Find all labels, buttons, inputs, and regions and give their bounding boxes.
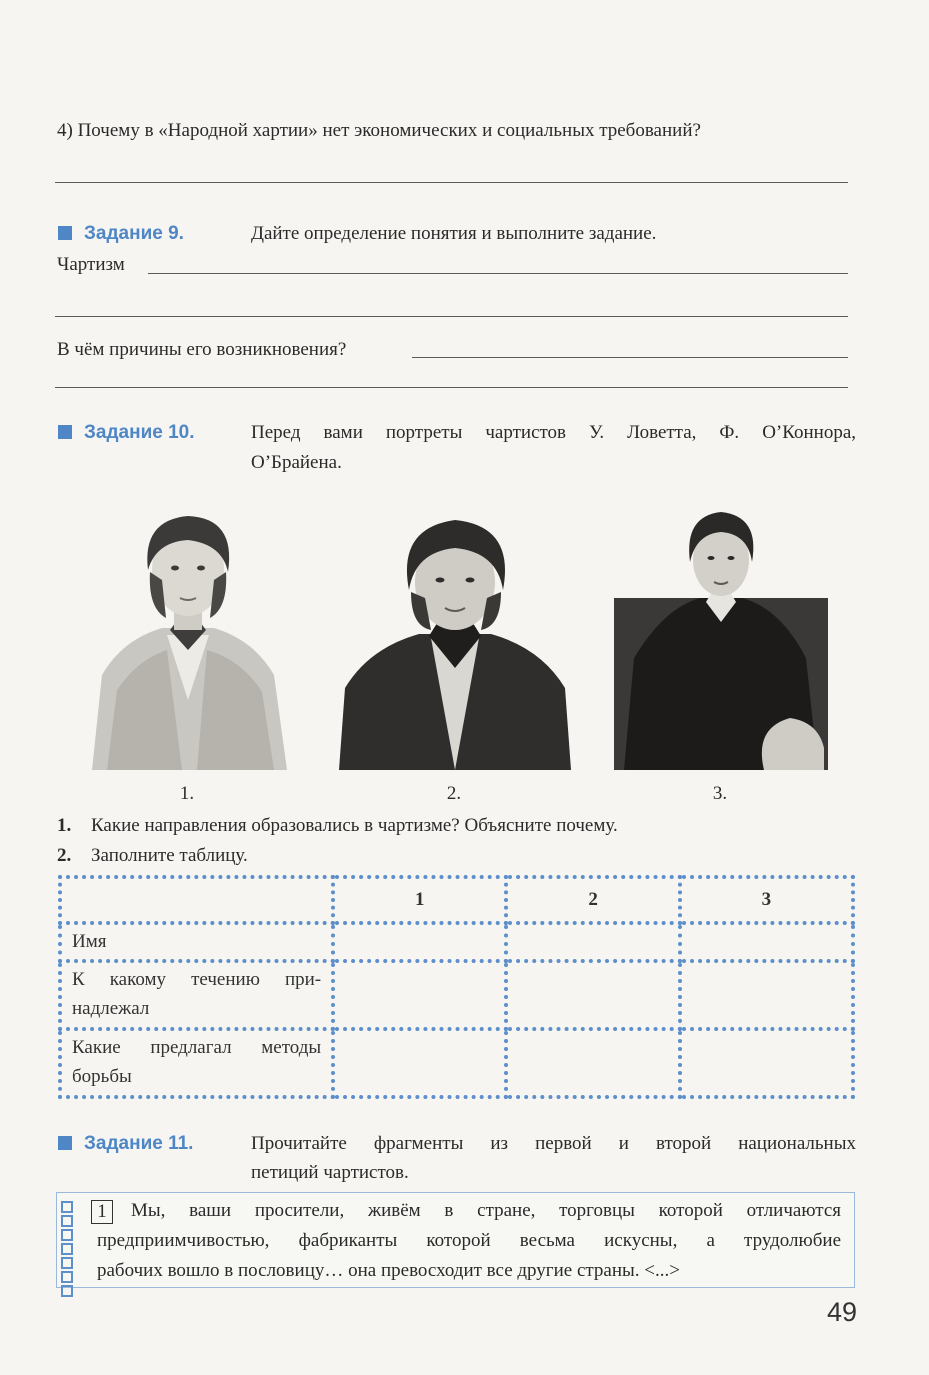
table-cell-input[interactable] — [333, 923, 506, 961]
row-label-current-line1: К какому течению при- — [72, 969, 322, 990]
portrait-number-1: 1. — [179, 783, 195, 804]
square-bullet-icon — [58, 1136, 72, 1150]
portrait-oconnor — [339, 508, 571, 770]
table-row — [60, 1029, 853, 1097]
row-label-methods — [60, 1029, 333, 1097]
table-header-cell — [60, 877, 333, 923]
row-label-methods-line1: Какие предлагал методы — [72, 1037, 322, 1058]
table-header-cell: 2 — [506, 877, 679, 923]
table-header-cell: 1 — [333, 877, 506, 923]
task-9-question: В чём причины его возникновения? — [57, 339, 347, 360]
portrait-number-3: 3. — [712, 783, 728, 804]
row-label-current — [60, 961, 333, 1029]
table-cell-input[interactable] — [333, 1029, 506, 1097]
task-11-header — [58, 1131, 193, 1157]
portrait-number-2: 2. — [446, 783, 462, 804]
task-11-instruction-line2: петиций чартистов. — [251, 1162, 409, 1183]
row-label-methods-line2: борьбы — [72, 1066, 132, 1087]
item-2-number: 2. — [57, 845, 72, 866]
row-label-name: Имя — [60, 923, 333, 961]
table-header-cell: 3 — [680, 877, 853, 923]
fragment-number: 1 — [91, 1200, 113, 1224]
table-cell-input[interactable] — [333, 961, 506, 1029]
page-number: 49 — [826, 1297, 857, 1327]
task-10-header — [58, 420, 195, 446]
task-9-header — [58, 221, 184, 247]
petition-fragment-box — [56, 1192, 855, 1288]
item-1-text: Какие направления образовались в чартизме? Объясните почему. — [91, 815, 618, 836]
square-bullet-icon — [58, 425, 72, 439]
task-10-label: Задание 10. — [84, 422, 195, 443]
table-row — [60, 961, 853, 1029]
table-row — [60, 923, 853, 961]
definition-line[interactable] — [148, 273, 848, 274]
task-9-label: Задание 9. — [84, 223, 184, 244]
item-2-text: Заполните таблицу. — [91, 845, 248, 866]
fragment-line2: предприимчивостью, фабриканты которой весьма искусны, а трудолюбие — [97, 1230, 841, 1251]
table-cell-input[interactable] — [506, 923, 679, 961]
question-4: 4) Почему в «Народной хартии» нет экономических и социальных требований? — [57, 120, 701, 141]
portrait-lovett — [82, 500, 294, 770]
table-header-row — [60, 877, 853, 923]
fragment-line1: Мы, ваши просители, живём в стране, торговцы которой отличаются — [131, 1200, 841, 1221]
task-9-instruction: Дайте определение понятия и выполните задание. — [251, 223, 657, 244]
portrait-obrien — [614, 498, 828, 770]
table-cell-input[interactable] — [680, 923, 853, 961]
table-cell-input[interactable] — [506, 1029, 679, 1097]
task-10-instruction-line2: О’Брайена. — [251, 452, 342, 473]
reasons-line[interactable] — [412, 357, 848, 358]
table-cell-input[interactable] — [506, 961, 679, 1029]
item-1-number: 1. — [57, 815, 72, 836]
term-chartism: Чартизм — [57, 254, 125, 275]
table-cell-input[interactable] — [680, 1029, 853, 1097]
task-11-label: Задание 11. — [84, 1133, 194, 1154]
row-label-current-line2: надлежал — [72, 998, 150, 1019]
answer-line[interactable] — [55, 182, 848, 183]
document-icon — [61, 1201, 73, 1299]
chartists-table — [58, 875, 855, 1099]
square-bullet-icon — [58, 226, 72, 240]
fragment-line3: рабочих вошло в пословицу… она превосходит все другие страны. <...> — [97, 1260, 680, 1281]
task-11-instruction-line1: Прочитайте фрагменты из первой и второй национальных — [251, 1133, 856, 1154]
definition-line-2[interactable] — [55, 316, 848, 317]
reasons-line-2[interactable] — [55, 387, 848, 388]
task-10-instruction-line1: Перед вами портреты чартистов У. Ловетта, Ф. О’Коннора, — [251, 422, 856, 443]
table-cell-input[interactable] — [680, 961, 853, 1029]
